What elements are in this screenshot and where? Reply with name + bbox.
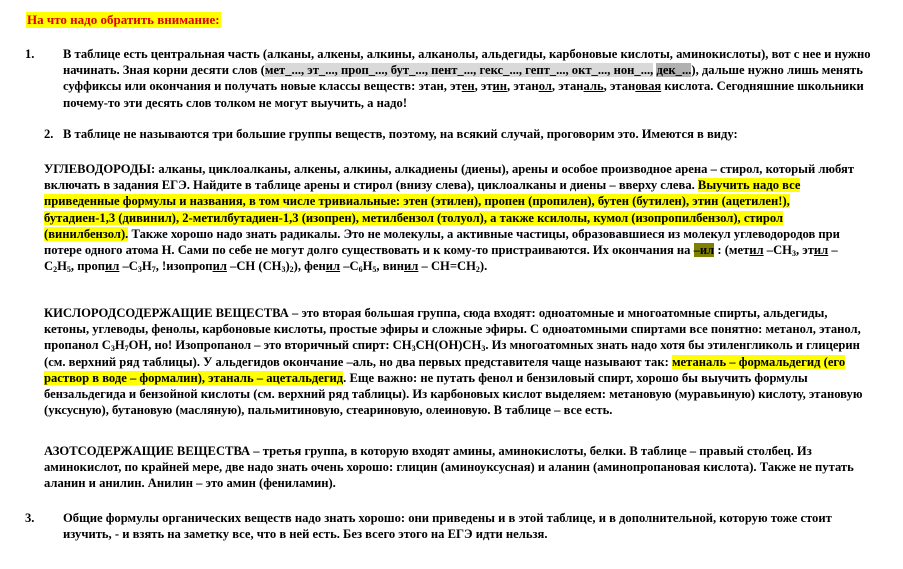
- example-ethane: этан: [418, 79, 444, 94]
- word-roots: мет_..., эт_..., проп_..., бут_..., пент_..., гекс_..., гепт_..., окт_..., нон_...,: [264, 63, 654, 78]
- list-item-3: 3. Общие формулы органических веществ надо знать хорошо: они приведены и в этой таблице, и в дополнительной, которую тоже стоит изучить, - и взять на заметку все, что в ней есть. Без всего этого на ЕГЭ идти нельзя.: [25, 511, 832, 542]
- list-item-2: 2. В таблице не называются три большие группы веществ, поэтому, на всякий случай, проговорим это. Имеются в виду:: [44, 127, 738, 141]
- list-number: 2.: [44, 127, 54, 141]
- example-ethanoic: этановая: [609, 79, 662, 94]
- document-heading: На что надо обратить внимание:: [27, 12, 220, 27]
- example-ethanol: этанол: [513, 79, 552, 94]
- highlight-aldehydes: метаналь – формальдегид (его раствор в воде – формалин), этаналь – ацетальдегид: [44, 354, 846, 385]
- example-ethyne: этин: [480, 79, 508, 94]
- word-root-dek: дек_...: [656, 63, 692, 78]
- paragraph-oxygen-compounds: КИСЛОРОДСОДЕРЖАЩИЕ ВЕЩЕСТВА – это вторая большая группа, сюда входят: одноатомные и многоатомные спирты, альдегиды, кетоны, углеводы, фенолы, карбоновые кислоты, простые эфиры и сложные эфиры. С одноатомными спиртами все понятно: метанол, этанол, пропанол $С_3Н_7ОН$, но! Изопропанол – это вторичный спирт: $СН_3СН(ОН)СН_3$. Из многоатомных знать надо хотя бы этиленгликоль и глицерин (см. верхний ряд таблицы). У альдегидов окончание –аль, но два первых представителя чаще называют так: метаналь – формальдегид (его раствор в воде – формалин), этаналь – ацетальдегид. Еще важно: не путать фенол и бензиловый спирт, хорошо бы выучить формулы бензальдегида и бензойной кислоты (см. верхний ряд таблицы). Из карбоновых кислот выделяем: метановую (муравьиную) кислоту, этановую (уксусную), бутановую (масляную), пальмитиновую, стеариновую, олеиновую. В таблице – все есть.: [44, 306, 863, 418]
- paragraph-nitrogen-compounds: АЗОТСОДЕРЖАЩИЕ ВЕЩЕСТВА – третья группа, в которую входят амины, аминокислоты, белки. В таблице – правый столбец. Из аминокислот, по крайней мере, две надо знать очень хорошо: глицин (аминоуксусная) и аланин (аминопропановая кислота). Также не путать аланин и анилин. Анилин – это амин (фениламин).: [44, 444, 854, 491]
- list-item-1: 1. В таблице есть центральная часть (алканы, алкены, алкины, алканолы, альдегиды, карбоновые кислоты, аминокислоты), вот с нее и нужно начинать. Зная корни десяти слов (мет_..., эт_..., проп_..., бут_..., пент_..., гекс_..., гепт_..., окт_..., нон_..., дек_...), дальше нужно лишь менять суффиксы или окончания и получать новые классы веществ: этан, этен, этин, этанол, этаналь, этановая кислота. Сегодняшние школьники почему-то эти десять слов толком не могут выучить, а надо!: [25, 47, 871, 110]
- paragraph-hydrocarbons: УГЛЕВОДОРОДЫ: алканы, циклоалканы, алкены, алкины, алкадиены (диены), арены и особое производное арена – стирол, который любят включать в задания ЕГЭ. Найдите в таблице арены и стирол (внизу слева), циклоалканы и диены – вверху слева. Выучить надо все приведенные формулы и названия, в том числе тривиальные: этен (этилен), пропен (пропилен), бутен (бутилен), этин (ацетилен!), бутадиен-1,3 (дивинил), 2-метилбутадиен-1,3 (изопрен), метилбензол (толуол), а также ксилолы, кумол (изопропилбензол), стирол (винилбензол). Также хорошо надо знать радикалы. Это не молекулы, а активные частицы, образовавшиеся из молекул углеводородов при потере одного атома Н. Сами по себе не могут долго существовать и к кому-то пристраиваются. Их окончания на –ил : (метил $-СН_3$, этил $-С_2Н_5$, пропил $-С_3Н_7$, !изопропил –СН $(СН_3)_2$), фенил $-С_6Н_5$, винил – $СН=СН_2$).: [44, 162, 855, 275]
- list-number: 3.: [25, 511, 35, 525]
- section-title-hydrocarbons: УГЛЕВОДОРОДЫ: [44, 162, 151, 176]
- section-title-oxygen: КИСЛОРОДСОДЕРЖАЩИЕ ВЕЩЕСТВА: [44, 306, 289, 320]
- list-number: 1.: [25, 47, 35, 61]
- suffix-il: –ил: [693, 243, 715, 258]
- section-title-nitrogen: АЗОТСОДЕРЖАЩИЕ ВЕЩЕСТВА: [44, 444, 251, 458]
- example-ethanal: этаналь: [558, 79, 604, 94]
- example-ethene: этен: [450, 79, 475, 94]
- highlight-formulas: Выучить надо все приведенные формулы и названия, в том числе тривиальные: этен (этилен), пропен (пропилен), бутен (бутилен), этин (ацетилен!), бутадиен-1,3 (дивинил), 2-метилбутадиен-1,3 (изопрен), метилбензол (толуол), а также ксилолы, кумол (изопропилбензол), стирол (винилбензол).: [44, 178, 801, 241]
